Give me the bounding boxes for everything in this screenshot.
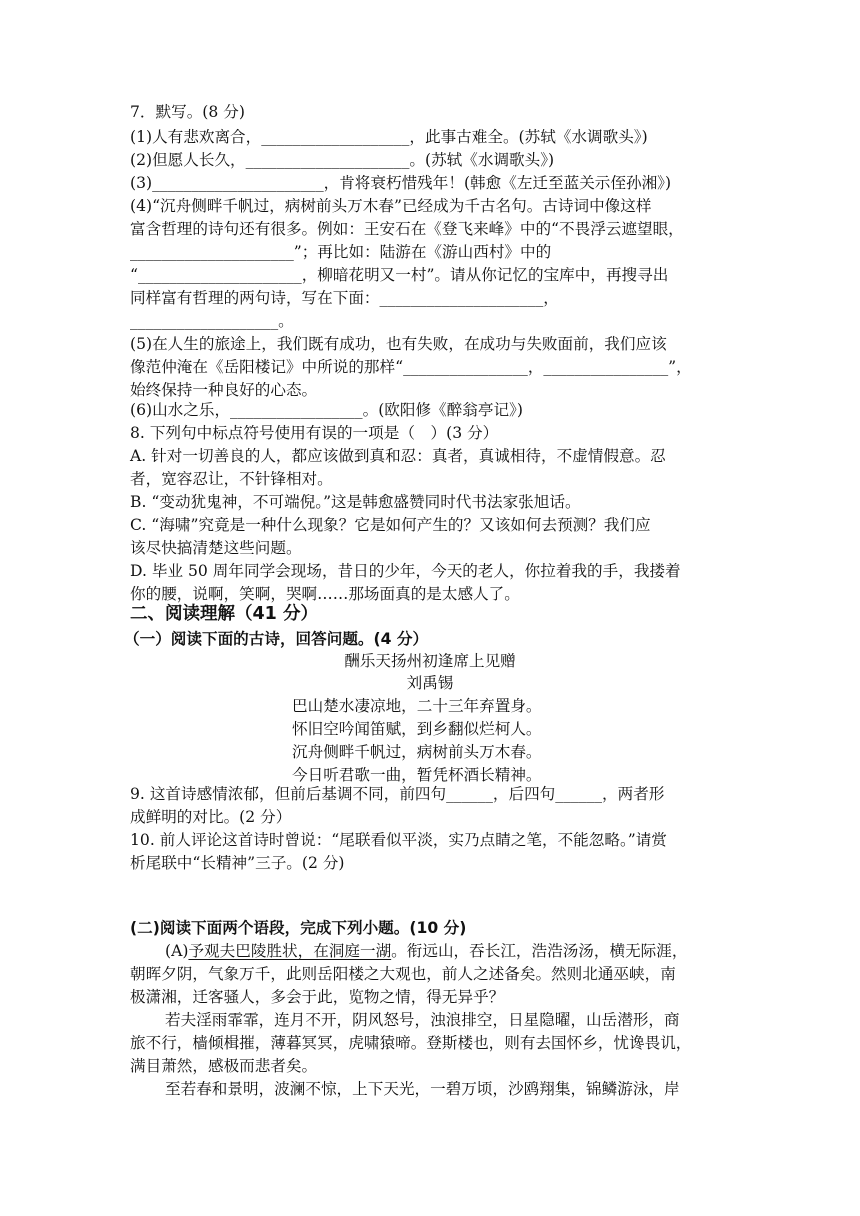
q9-line-1: 9. 这首诗感情浓郁，但前后基调不同，前四句______，后四句______，两者形 bbox=[130, 785, 665, 803]
part2-heading: (二)阅读下面两个语段，完成下列小题。(10 分) bbox=[130, 919, 467, 937]
passage-p2-line-3: 满目萧然，感极而悲者矣。 bbox=[130, 1057, 318, 1075]
passage-p3-line-1: 至若春和景明，波澜不惊，上下天光，一碧万顷，沙鸥翔集，锦鳞游泳，岸 bbox=[165, 1080, 680, 1098]
passage-a-label: (A) bbox=[165, 942, 189, 960]
q8-option-d-line-2: 你的腰，说啊，笑啊，哭啊……那场面真的是太感人了。 bbox=[130, 585, 520, 603]
q7-item-4-line-6: ___________________。 bbox=[130, 312, 294, 330]
q8-title: 8. 下列句中标点符号使用有误的一项是（ ）(3 分） bbox=[130, 424, 499, 442]
q7-item-5-line-2: 像范仲淹在《岳阳楼记》中所说的那样“________________，________________”， bbox=[130, 358, 692, 376]
q7-item-5-line-1: (5)在人生的旅途上，我们既有成功，也有失败，在成功与失败面前，我们应该 bbox=[130, 335, 667, 353]
q7-item-1: (1)人有悲欢离合，___________________，此事古难全。(苏轼《水调歌头》) bbox=[130, 128, 648, 146]
poem-title: 酬乐天扬州初逢席上见赠 bbox=[344, 652, 516, 670]
q8-option-b: B. “变动犹鬼神，不可端倪。”这是韩愈盛赞同时代书法家张旭话。 bbox=[130, 493, 581, 511]
q8-option-a-line-2: 者，宽容忍让，不针锋相对。 bbox=[130, 470, 333, 488]
part1-heading: （一）阅读下面的古诗，回答问题。(4 分） bbox=[124, 630, 429, 648]
poem-line: 沉舟侧畔千帆过，病树前头万木春。 bbox=[292, 743, 542, 761]
q7-item-3: (3)______________________，肯将衰朽惜残年！(韩愈《左迁至蓝关示侄孙湘》) bbox=[130, 174, 672, 192]
q7-item-2: (2)但愿人长久，_____________________。(苏轼《水调歌头》) bbox=[130, 151, 555, 169]
q10-line-1: 10. 前人评论这首诗时曾说：“尾联看似平淡，实乃点睛之笔，不能忽略。”请赏 bbox=[130, 831, 667, 849]
q7-item-6: (6)山水之乐，_________________。(欧阳修《醉翁亭记》) bbox=[130, 401, 523, 419]
poem-line: 巴山楚水凄凉地，二十三年弃置身。 bbox=[292, 697, 542, 715]
passage-a-line-1-rest: 。衔远山，吞长江，浩浩汤汤，横无际涯， bbox=[391, 942, 688, 960]
q10-line-2: 析尾联中“长精神”三子。(2 分) bbox=[130, 854, 345, 872]
reading-section-heading: 二、阅读理解（41 分） bbox=[130, 604, 318, 624]
poem-line: 今日听君歌一曲，暂凭杯酒长精神。 bbox=[292, 766, 542, 784]
passage-a-line-3: 极潇湘，迁客骚人，多会于此，览物之情，得无异乎？ bbox=[130, 988, 505, 1006]
passage-p2-line-2: 旅不行，樯倾楫摧，薄暮冥冥，虎啸猿啼。登斯楼也，则有去国怀乡，忧谗畏讥， bbox=[130, 1034, 692, 1052]
q8-option-d-line-1: D. 毕业 50 周年同学会现场，昔日的少年，今天的老人，你拉着我的手，我搂着 bbox=[130, 562, 681, 580]
passage-a-line-1 bbox=[165, 941, 687, 961]
q7-item-4-line-3: _____________________”；再比如：陆游在《游山西村》中的 bbox=[130, 243, 552, 261]
passage-a-line-2: 朝晖夕阴，气象万千，此则岳阳楼之大观也，前人之述备矣。然则北通巫峡，南 bbox=[130, 965, 676, 983]
q7-item-5-line-3: 始终保持一种良好的心态。 bbox=[130, 381, 318, 399]
passage-p2-line-1: 若夫淫雨霏霏，连月不开，阴风怒号，浊浪排空，日星隐曜，山岳潜形，商 bbox=[165, 1011, 680, 1029]
q7-item-4-line-4: “_____________________，柳暗花明又一村”。请从你记忆的宝库中，再搜寻出 bbox=[130, 266, 669, 284]
q9-line-2: 成鲜明的对比。(2 分） bbox=[130, 808, 292, 826]
q7-item-4-line-5: 同样富有哲理的两句诗，写在下面：_____________________， bbox=[130, 289, 559, 307]
passage-a-underlined-phrase: 予观夫巴陵胜状，在洞庭一湖 bbox=[188, 942, 392, 960]
poem-author: 刘禹锡 bbox=[406, 674, 454, 692]
q8-option-a-line-1: A. 针对一切善良的人，都应该做到真和忍：真者，真诚相待，不虚情假意。忍 bbox=[130, 447, 666, 465]
poem-line: 怀旧空吟闻笛赋，到乡翻似烂柯人。 bbox=[292, 720, 542, 738]
q8-option-c-line-2: 该尽快搞清楚这些问题。 bbox=[130, 539, 302, 557]
q7-item-4-line-2: 富含哲理的诗句还有很多。例如：王安石在《登飞来峰》中的“不畏浮云遮望眼， bbox=[130, 220, 684, 238]
q8-option-c-line-1: C. “海啸”究竟是一种什么现象？它是如何产生的？又该如何去预测？我们应 bbox=[130, 516, 651, 534]
q7-item-4-line-1: (4)“沉舟侧畔千帆过，病树前头万木春”已经成为千古名句。古诗词中像这样 bbox=[130, 197, 652, 215]
q7-title: 7．默写。(8 分) bbox=[130, 103, 245, 121]
